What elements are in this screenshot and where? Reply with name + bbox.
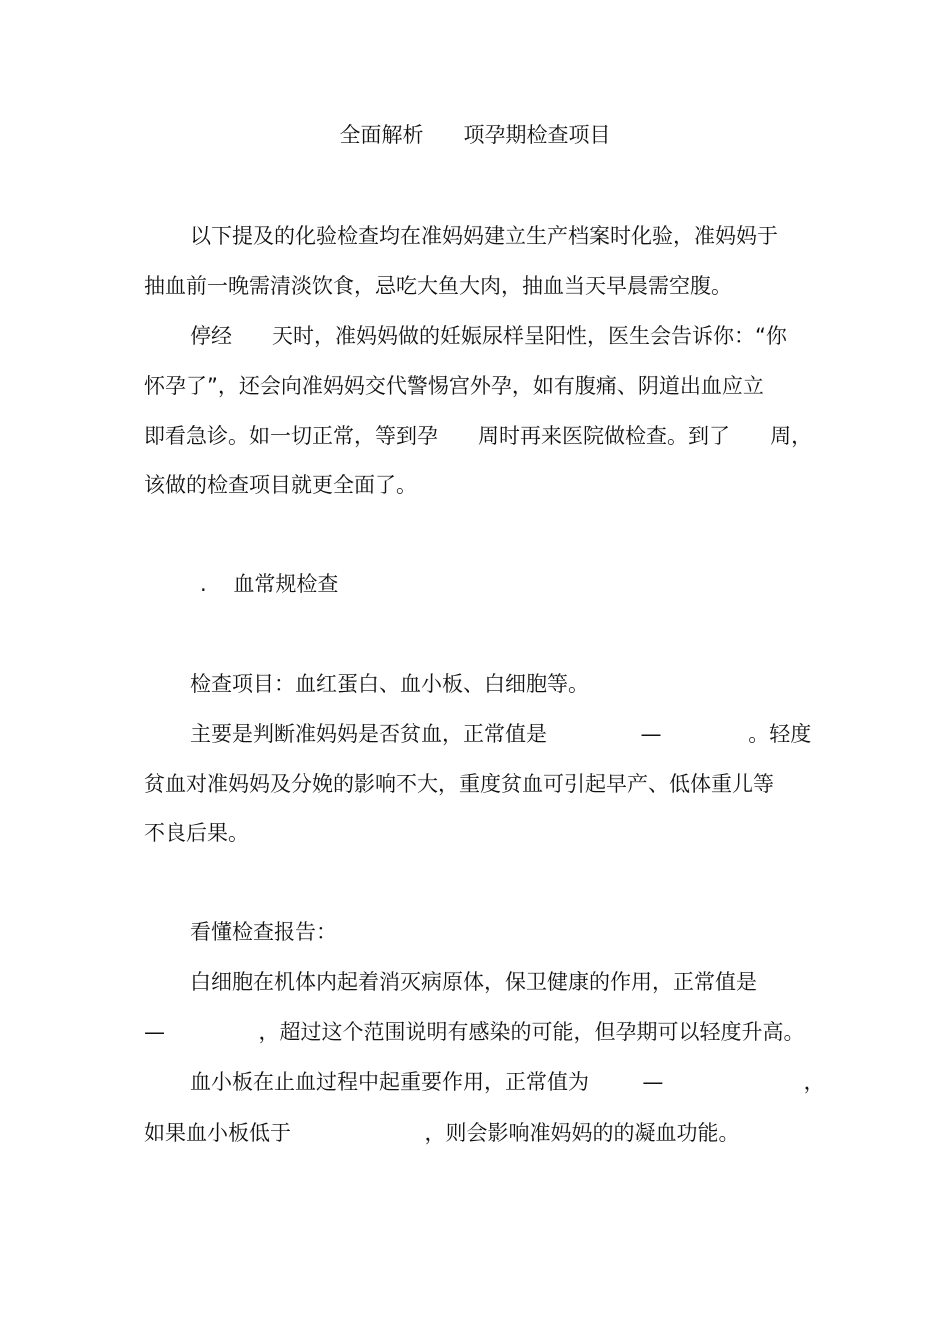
- intro-p1-line-1: 以下提及的化验检查均在准妈妈建立生产档案时化验，准妈妈于: [190, 224, 778, 248]
- platelet-para-line-2: 如果血小板低于 ，则会影响准妈妈的的凝血功能。: [144, 1121, 740, 1145]
- wbc-para-line-2: — ，超过这个范围说明有感染的可能，但孕期可以轻度升高。: [144, 1020, 805, 1044]
- intro-p2-line-2: 怀孕了”，还会向准妈妈交代警惕宫外孕，如有腹痛、阴道出血应立: [144, 374, 764, 398]
- platelet-para-line-1: 血小板在止血过程中起重要作用，正常值为 — ，: [190, 1070, 825, 1094]
- intro-p2-line-3: 即看急诊。如一切正常，等到孕 周时再来医院做检查。到了 周，: [144, 424, 813, 448]
- report-heading: 看懂检查报告：: [190, 920, 337, 944]
- page-title: 全面解析 项孕期检查项目: [339, 123, 611, 147]
- anemia-para-line-1: 主要是判断准妈妈是否贫血，正常值是 — 。轻度: [190, 722, 812, 746]
- section-heading: . 血常规检查: [200, 572, 339, 596]
- anemia-para-line-3: 不良后果。: [144, 821, 249, 845]
- anemia-para-line-2: 贫血对准妈妈及分娩的影响不大，重度贫血可引起早产、低体重儿等: [144, 772, 774, 796]
- intro-p1-line-2: 抽血前一晚需清淡饮食，忌吃大鱼大肉，抽血当天早晨需空腹。: [144, 274, 732, 298]
- intro-p2-line-1: 停经 天时，准妈妈做的妊娠尿样呈阳性，医生会告诉你：“你: [190, 324, 787, 348]
- wbc-para-line-1: 白细胞在机体内起着消灭病原体，保卫健康的作用，正常值是: [190, 970, 757, 994]
- intro-p2-line-4: 该做的检查项目就更全面了。: [144, 473, 417, 497]
- check-items-line: 检查项目：血红蛋白、血小板、白细胞等。: [190, 672, 589, 696]
